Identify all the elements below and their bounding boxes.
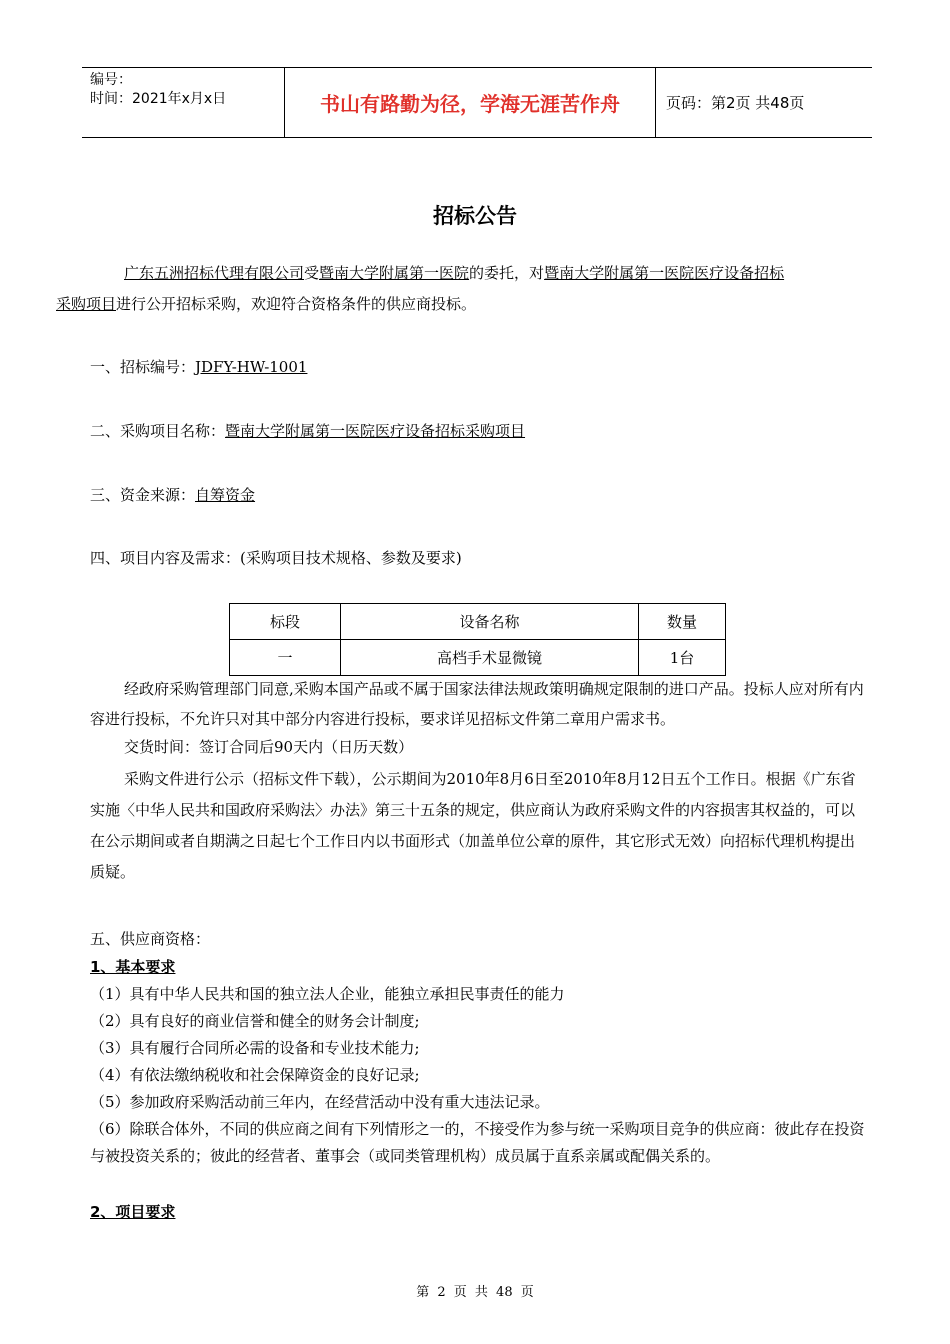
project-requirements-heading: 2、项目要求 bbox=[90, 1203, 176, 1221]
table-cell: 一 bbox=[230, 640, 341, 676]
basic-requirements-heading: 1、基本要求 bbox=[90, 958, 176, 976]
header-meta bbox=[82, 68, 284, 137]
time-label: 时间：2021年x月x日 bbox=[90, 91, 227, 107]
table-cell: 1台 bbox=[639, 640, 726, 676]
section-1 bbox=[90, 352, 865, 383]
requirement-list bbox=[90, 981, 870, 1170]
list-item: （5）参加政府采购活动前三年内，在经营活动中没有重大违法记录。 bbox=[90, 1093, 550, 1111]
page-header bbox=[82, 67, 872, 138]
client-name: 暨南大学附属第一医院 bbox=[319, 264, 470, 282]
equipment-table bbox=[229, 603, 726, 676]
intro-paragraph bbox=[56, 258, 865, 320]
project-name: 暨南大学附属第一医院医疗设备招标采购项目 bbox=[225, 422, 526, 440]
fund-source: 自筹资金 bbox=[195, 486, 256, 504]
page-title: 招标公告 bbox=[433, 204, 517, 228]
bid-number: JDFY-HW-1001 bbox=[195, 358, 308, 376]
header-cell: 标段 bbox=[230, 604, 341, 640]
section-4: 四、项目内容及需求：(采购项目技术规格、参数及要求) bbox=[90, 549, 462, 567]
section-2 bbox=[90, 416, 865, 447]
header-motto: 书山有路勤为径，学海无涯苦作舟 bbox=[284, 68, 656, 137]
list-item: （6）除联合体外，不同的供应商之间有下列情形之一的，不接受作为参与统一采购项目竞争的供应商：彼此存在投资与被投资关系的；彼此的经营者、董事会（或同类管理机构）成员属于直系亲属或配偶关系的。 bbox=[90, 1120, 865, 1165]
paragraph-delivery: 交货时间：签订合同后90天内（日历天数） bbox=[124, 738, 414, 756]
paragraph-approval: 经政府采购管理部门同意,采购本国产品或不属于国家法律法规政策明确规定限制的进口产品。投标人应对所有内容进行投标，不允许只对其中部分内容进行投标，要求详见招标文件第二章用户需求书。 bbox=[90, 680, 864, 728]
agent-name: 广东五洲招标代理有限公司 bbox=[124, 264, 305, 282]
list-item: （3）具有履行合同所必需的设备和专业技术能力; bbox=[90, 1039, 420, 1057]
list-item: （4）有依法缴纳税收和社会保障资金的良好记录; bbox=[90, 1066, 420, 1084]
header-cell: 数量 bbox=[639, 604, 726, 640]
intro-text-3: 进行公开招标采购，欢迎符合资格条件的供应商投标。 bbox=[116, 295, 477, 313]
section-3 bbox=[90, 480, 865, 511]
number-label: 编号： bbox=[90, 72, 132, 88]
s3-label: 三、资金来源： bbox=[90, 486, 196, 504]
table-cell: 高档手术显微镜 bbox=[341, 640, 639, 676]
s2-label: 二、采购项目名称： bbox=[90, 422, 226, 440]
intro-text-2: 的委托，对 bbox=[469, 264, 545, 282]
table-header-row bbox=[230, 604, 726, 640]
list-item: （2）具有良好的商业信誉和健全的财务会计制度; bbox=[90, 1012, 420, 1030]
table-row bbox=[230, 640, 726, 676]
header-cell: 设备名称 bbox=[341, 604, 639, 640]
page-footer: 第 2 页 共 48 页 bbox=[416, 1285, 534, 1300]
header-page-info: 页码：第2页 共48页 bbox=[666, 94, 805, 112]
project-name-b: 采购项目 bbox=[56, 295, 117, 313]
s1-label: 一、招标编号： bbox=[90, 358, 196, 376]
intro-text-1: 受 bbox=[304, 264, 320, 282]
project-name-a: 暨南大学附属第一医院医疗设备招标 bbox=[544, 264, 785, 282]
paragraph-publicity: 采购文件进行公示（招标文件下载），公示期间为2010年8月6日至2010年8月12日五个工作日。根据《广东省实施〈中华人民共和国政府采购法〉办法》第三十五条的规定，供应商认为政府采购文件的内容损害其权益的，可以在公示期间或者自期满之日起七个工作日内以书面形式（加盖单位公章的原件，其它形式无效）向招标代理机构提出质疑。 bbox=[90, 770, 856, 881]
qualification-heading: 五、供应商资格： bbox=[90, 930, 211, 948]
list-item: （1）具有中华人民共和国的独立法人企业，能独立承担民事责任的能力 bbox=[90, 985, 565, 1003]
